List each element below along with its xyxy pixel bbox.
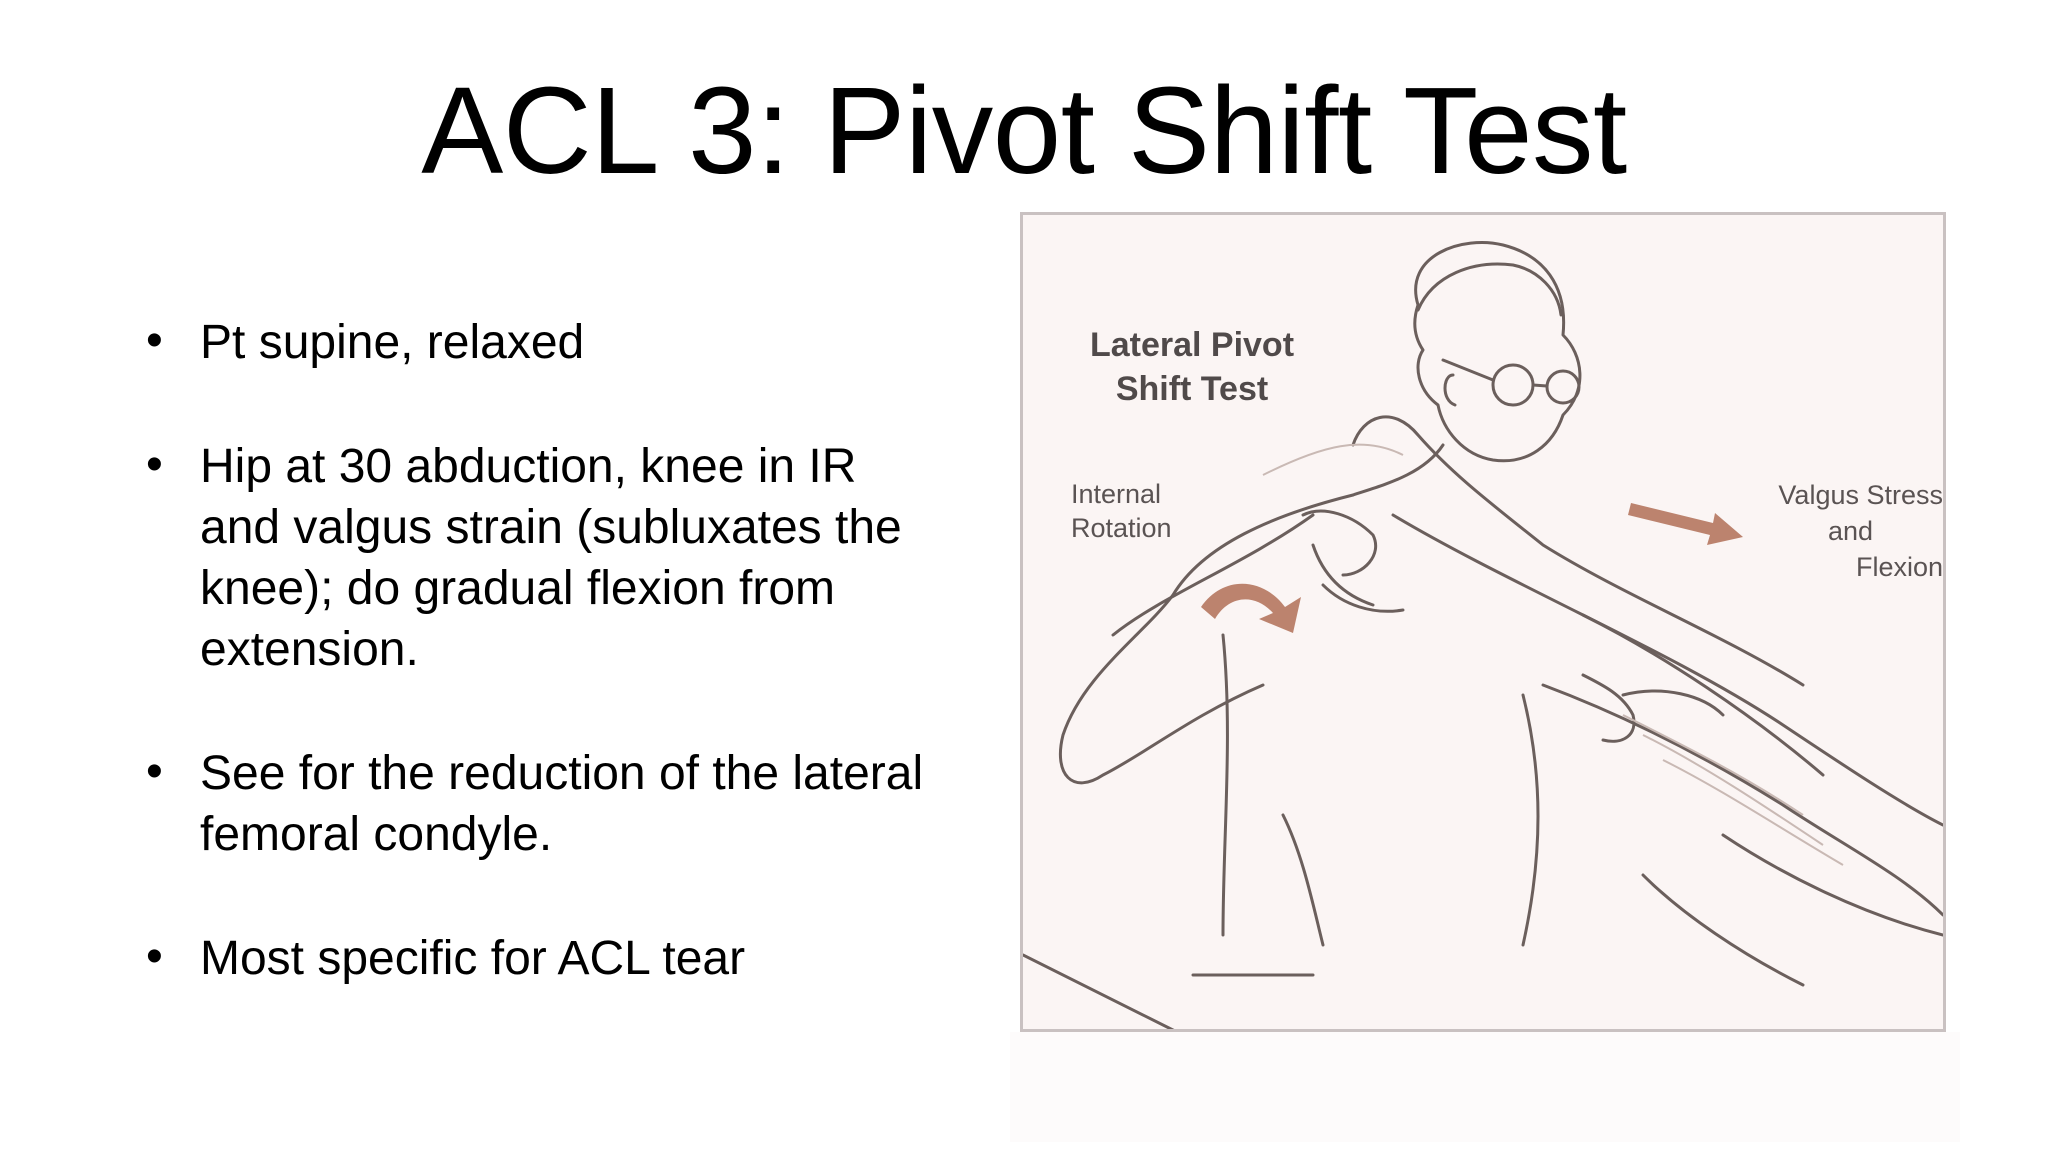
valgus-stress-line: Flexion [1855, 552, 1943, 582]
bullet-text: See for the reduction of the lateral femoral condyle. [200, 747, 924, 861]
bullet-list [140, 312, 940, 1052]
internal-rotation-arrow-icon [1201, 584, 1301, 633]
figure-title-line: Lateral Pivot [1089, 326, 1295, 364]
bullet-marker: • [146, 745, 163, 798]
bullet-marker: • [146, 930, 163, 983]
internal-rotation-line: Internal [1071, 479, 1162, 509]
bullet-text: Most specific for ACL tear [200, 932, 746, 985]
figure-shadow [1010, 1032, 1960, 1142]
valgus-stress-label [1703, 477, 1943, 585]
bullet-item [140, 312, 940, 373]
valgus-stress-line: Valgus Stress [1778, 480, 1943, 510]
bullet-text: Pt supine, relaxed [200, 316, 585, 369]
bullet-text: Hip at 30 abduction, knee in IR and valgus strain (subluxates the knee); do gradual flexion from extension. [200, 440, 902, 676]
pivot-shift-illustration [1020, 212, 1946, 1032]
valgus-stress-line: and [1827, 516, 1873, 546]
figure-title [1067, 323, 1317, 411]
bullet-marker: • [146, 314, 163, 367]
figure-title-line: Shift Test [1115, 370, 1269, 408]
internal-rotation-label [1071, 477, 1211, 545]
bullet-marker: • [146, 438, 163, 491]
bullet-item [140, 743, 940, 865]
internal-rotation-line: Rotation [1071, 513, 1172, 543]
bullet-item [140, 436, 940, 680]
slide-title: ACL 3: Pivot Shift Test [421, 63, 1627, 200]
bullet-item [140, 928, 940, 989]
